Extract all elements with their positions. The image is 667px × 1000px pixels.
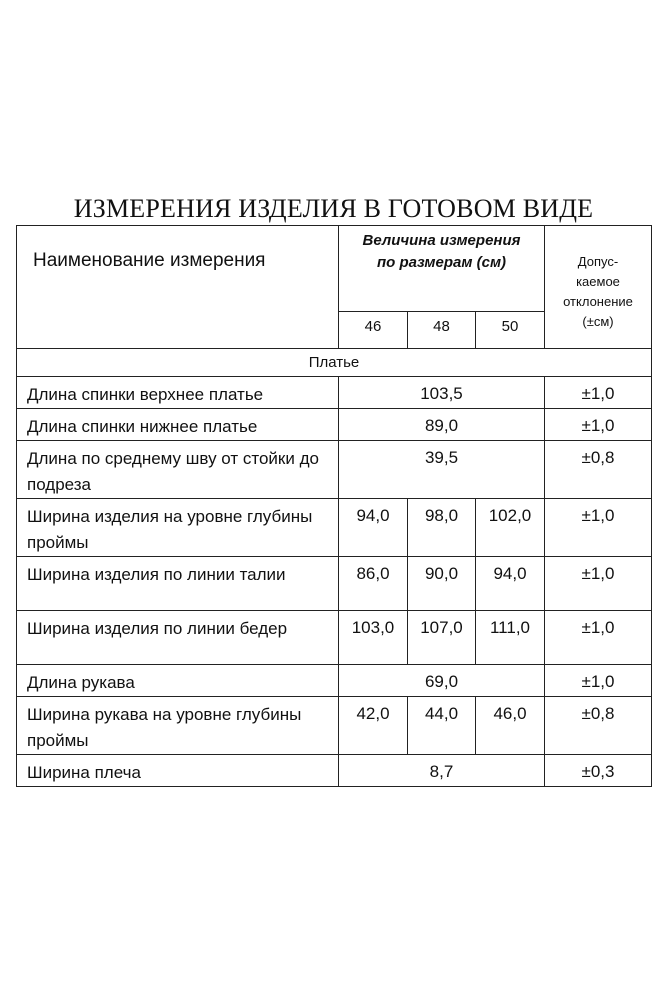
table-row — [17, 409, 652, 441]
row-tolerance: ±0,8 — [545, 441, 652, 499]
row-name: Ширина плеча — [17, 755, 339, 787]
header-tolerance-line3: отклонение — [563, 294, 633, 309]
table-row — [17, 697, 652, 755]
row-value-48: 90,0 — [408, 557, 476, 611]
row-value: 39,5 — [339, 441, 545, 499]
measurements-table — [16, 225, 652, 787]
table-row — [17, 611, 652, 665]
row-value-50: 94,0 — [476, 557, 545, 611]
row-value-50: 111,0 — [476, 611, 545, 665]
row-tolerance: ±1,0 — [545, 557, 652, 611]
table-row — [17, 755, 652, 787]
row-value-46: 103,0 — [339, 611, 408, 665]
section-title: Платье — [17, 349, 652, 377]
header-tolerance-line1: Допус- — [577, 254, 619, 269]
row-value: 8,7 — [339, 755, 545, 787]
header-size-label — [339, 226, 545, 312]
row-name: Длина рукава — [17, 665, 339, 697]
size-50: 50 — [476, 312, 545, 349]
row-value-48: 44,0 — [408, 697, 476, 755]
row-tolerance: ±0,8 — [545, 697, 652, 755]
row-value: 69,0 — [339, 665, 545, 697]
row-value-48: 107,0 — [408, 611, 476, 665]
table-row — [17, 665, 652, 697]
row-tolerance: ±1,0 — [545, 377, 652, 409]
row-value: 103,5 — [339, 377, 545, 409]
header-size-line1: Величина измерения — [362, 232, 521, 249]
row-tolerance: ±1,0 — [545, 409, 652, 441]
table-row — [17, 441, 652, 499]
header-tolerance-line4: (±см) — [582, 314, 614, 329]
row-value-50: 46,0 — [476, 697, 545, 755]
row-tolerance: ±1,0 — [545, 611, 652, 665]
row-tolerance: ±1,0 — [545, 665, 652, 697]
row-value: 89,0 — [339, 409, 545, 441]
header-size-line2: по размерам (см) — [376, 254, 507, 271]
row-name: Длина спинки верхнее платье — [17, 377, 339, 409]
section-row — [17, 349, 652, 377]
row-name: Ширина рукава на уровне глубины проймы — [17, 697, 339, 755]
header-name: Наименование измерения — [17, 226, 339, 349]
table-header-row — [17, 226, 652, 312]
row-tolerance: ±1,0 — [545, 499, 652, 557]
row-name: Ширина изделия на уровне глубины проймы — [17, 499, 339, 557]
row-name: Длина спинки нижнее платье — [17, 409, 339, 441]
row-name: Ширина изделия по линии талии — [17, 557, 339, 611]
header-tolerance-line2: каемое — [576, 274, 620, 289]
row-tolerance: ±0,3 — [545, 755, 652, 787]
page-title: ИЗМЕРЕНИЯ ИЗДЕЛИЯ В ГОТОВОМ ВИДЕ — [73, 194, 594, 223]
row-name: Длина по среднему шву от стойки до подреза — [17, 441, 339, 499]
row-value-46: 94,0 — [339, 499, 408, 557]
row-name: Ширина изделия по линии бедер — [17, 611, 339, 665]
row-value-46: 86,0 — [339, 557, 408, 611]
size-46: 46 — [339, 312, 408, 349]
row-value-46: 42,0 — [339, 697, 408, 755]
table-row — [17, 499, 652, 557]
size-48: 48 — [408, 312, 476, 349]
table-row — [17, 557, 652, 611]
header-tolerance — [545, 226, 652, 349]
table-row — [17, 377, 652, 409]
row-value-48: 98,0 — [408, 499, 476, 557]
row-value-50: 102,0 — [476, 499, 545, 557]
